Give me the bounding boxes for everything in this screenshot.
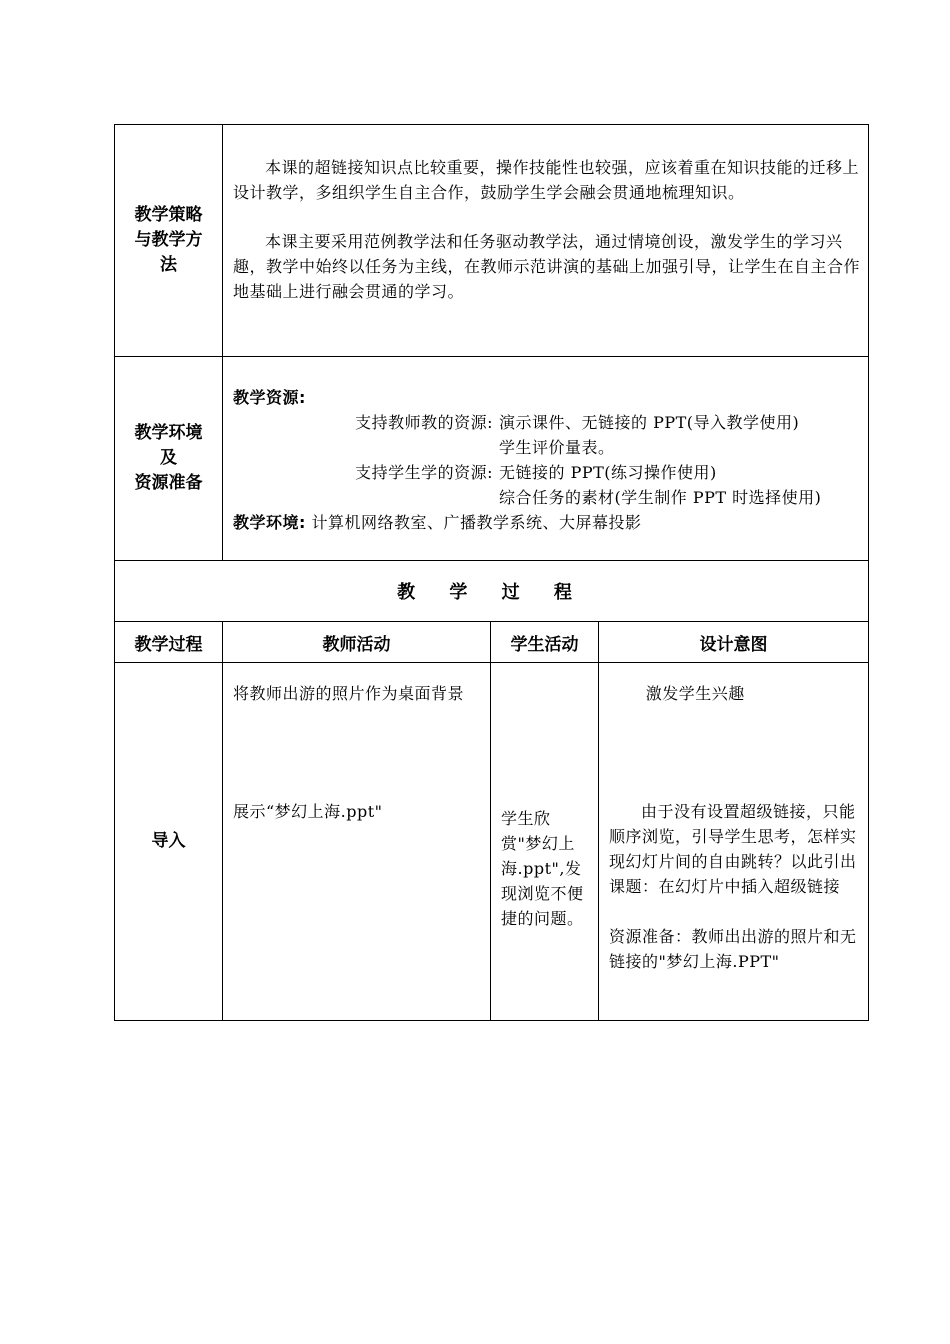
- teacher-resources: [233, 410, 862, 435]
- student-activity: 学生欣赏"梦幻上海.ppt",发现浏览不便捷的问题。: [501, 809, 584, 928]
- teacher-activity-1: 将教师出游的照片作为桌面背景: [233, 684, 465, 703]
- resources-title: 教学资源:: [233, 388, 306, 407]
- strategy-label-line1: 教学策略: [134, 205, 203, 225]
- environment-value: 计算机网络教室、广播教学系统、大屏幕投影: [311, 513, 642, 532]
- intro-row: [115, 663, 869, 1021]
- strategy-label-line3: 法: [160, 255, 177, 275]
- environment-content: [223, 357, 869, 561]
- student-resources-item-2: 综合任务的素材(学生制作 PPT 时选择使用): [499, 488, 822, 507]
- teacher-resources-item-2: 学生评价量表。: [499, 438, 615, 457]
- header-process: 教学过程: [115, 622, 223, 663]
- environment-label: [115, 357, 223, 561]
- student-activity-cell: [491, 663, 599, 1021]
- strategy-label: [115, 125, 223, 357]
- student-resources-item-1: 无链接的 PPT(练习操作使用): [499, 463, 717, 482]
- environment-label-line2: 及: [160, 448, 177, 468]
- teacher-activity-2: 展示“梦幻上海.ppt": [233, 802, 383, 821]
- header-student-activity: 学生活动: [491, 622, 599, 663]
- header-teacher-activity: 教师活动: [223, 622, 491, 663]
- header-design-intent: 设计意图: [599, 622, 869, 663]
- teacher-resources-label: 支持教师教的资源:: [355, 413, 493, 432]
- strategy-paragraph-2: 本课主要采用范例教学法和任务驱动教学法，通过情境创设，激发学生的学习兴趣，教学中始终以任务为主线，在教师示范讲演的基础上加强引导，让学生在自主合作地基础上进行融会贯通的学习。: [233, 232, 861, 301]
- lesson-plan-page: [114, 124, 868, 1021]
- design-intent-cell: [599, 663, 869, 1021]
- intro-label: 导入: [115, 663, 223, 1021]
- student-resources: [233, 460, 862, 485]
- strategy-label-line2: 与教学方: [134, 230, 203, 250]
- process-title: 教 学 过 程: [115, 561, 869, 622]
- student-resources-label: 支持学生学的资源:: [355, 463, 493, 482]
- design-intent-1: 激发学生兴趣: [645, 684, 745, 703]
- environment-label-line1: 教学环境: [134, 423, 203, 443]
- strategy-row: [115, 125, 869, 357]
- process-header-row: [115, 622, 869, 663]
- strategy-content: [223, 125, 869, 357]
- environment-title: 教学环境:: [233, 513, 306, 532]
- environment-label-line3: 资源准备: [134, 473, 203, 493]
- lesson-plan-table: [114, 124, 869, 1021]
- environment-line: [233, 510, 862, 535]
- design-intent-2: 由于没有设置超级链接，只能顺序浏览，引导学生思考，怎样实现幻灯片间的自由跳转？以此引出课题：在幻灯片中插入超级链接: [609, 802, 857, 896]
- strategy-paragraph-1: 本课的超链接知识点比较重要，操作技能性也较强，应该着重在知识技能的迁移上设计教学，多组织学生自主合作，鼓励学生学会融会贯通地梳理知识。: [233, 158, 860, 202]
- teacher-activity-cell: [223, 663, 491, 1021]
- teacher-resources-item-1: 演示课件、无链接的 PPT(导入教学使用): [499, 413, 800, 432]
- design-intent-3: 资源准备：教师出出游的照片和无链接的"梦幻上海.PPT": [609, 927, 857, 971]
- process-title-row: [115, 561, 869, 622]
- environment-row: [115, 357, 869, 561]
